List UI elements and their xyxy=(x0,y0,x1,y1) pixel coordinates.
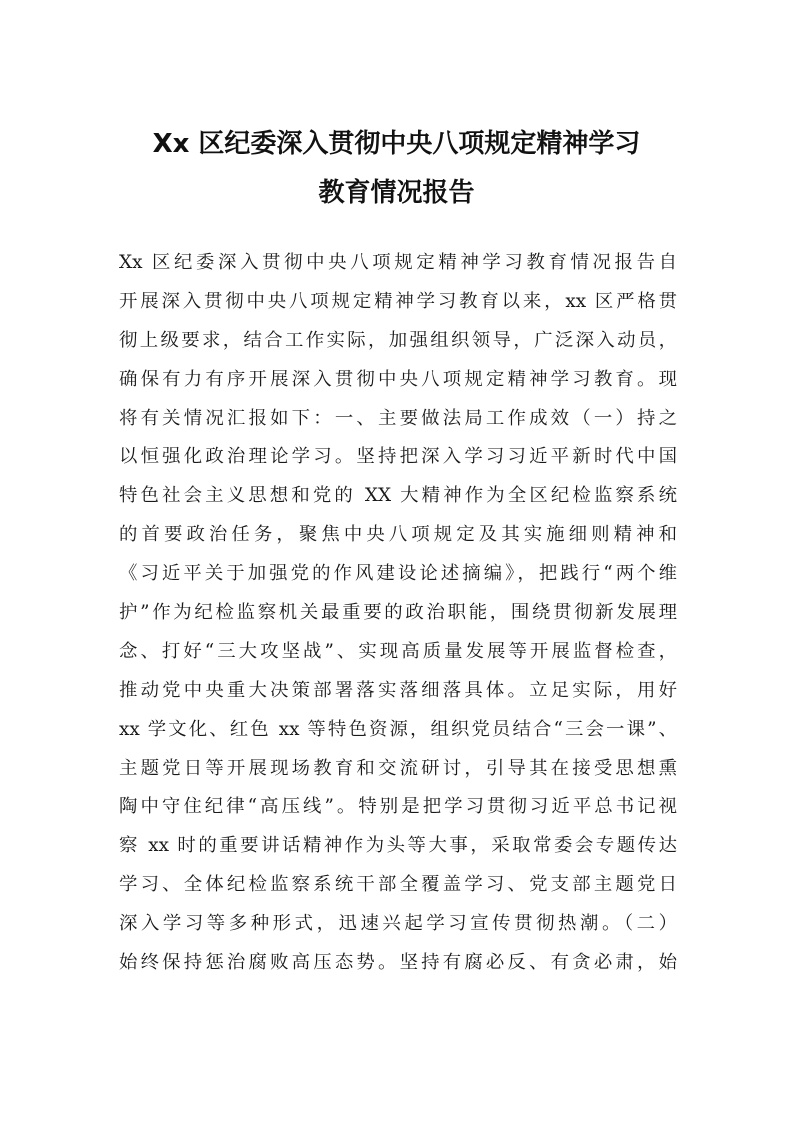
body-line: 确保有力有序开展深入贯彻中央八项规定精神学习教育。现 xyxy=(119,368,677,390)
document-title-line-2: 教育情况报告 xyxy=(318,178,475,208)
body-line: xx 学文化、红色 xx 等特色资源，组织党员结合“三会一课”、 xyxy=(119,718,677,740)
body-line: 深入学习等多种形式，迅速兴起学习宣传贯彻热潮。（二） xyxy=(119,913,677,935)
body-line: Xx 区纪委深入贯彻中央八项规定精神学习教育情况报告自 xyxy=(119,252,677,273)
body-line: 彻上级要求，结合工作实际，加强组织领导，广泛深入动员， xyxy=(119,329,677,351)
body-line: 学习、全体纪检监察系统干部全覆盖学习、党支部主题党日 xyxy=(119,874,677,896)
body-line: 始终保持惩治腐败高压态势。坚持有腐必反、有贪必肃，始 xyxy=(119,952,677,974)
body-line: 察 xx 时的重要讲话精神作为头等大事，采取常委会专题传达 xyxy=(119,835,677,857)
body-line: 将有关情况汇报如下：一、主要做法局工作成效（一）持之 xyxy=(119,407,677,429)
body-line: 《习近平关于加强党的作风建设论述摘编》，把践行“两个维 xyxy=(119,563,677,585)
body-line: 以恒强化政治理论学习。坚持把深入学习习近平新时代中国 xyxy=(119,446,677,468)
body-line: 推动党中央重大决策部署落实落细落具体。立足实际，用好 xyxy=(119,679,677,701)
document-title-line-1: Xx 区纪委深入贯彻中央八项规定精神学习 xyxy=(152,129,641,159)
body-line: 特色社会主义思想和党的 XX 大精神作为全区纪检监察系统 xyxy=(119,485,677,507)
body-line: 主题党日等开展现场教育和交流研讨，引导其在接受思想熏 xyxy=(119,757,677,779)
body-line: 护”作为纪检监察机关最重要的政治职能，围绕贯彻新发展理 xyxy=(119,602,677,624)
body-line: 开展深入贯彻中央八项规定精神学习教育以来，xx 区严格贯 xyxy=(119,290,677,312)
document-body xyxy=(119,244,677,983)
body-line: 念、打好“三大攻坚战”、实现高质量发展等开展监督检查， xyxy=(119,640,677,662)
body-line: 陶中守住纪律“高压线”。特别是把学习贯彻习近平总书记视 xyxy=(119,796,677,818)
body-line: 的首要政治任务，聚焦中央八项规定及其实施细则精神和 xyxy=(119,524,677,546)
